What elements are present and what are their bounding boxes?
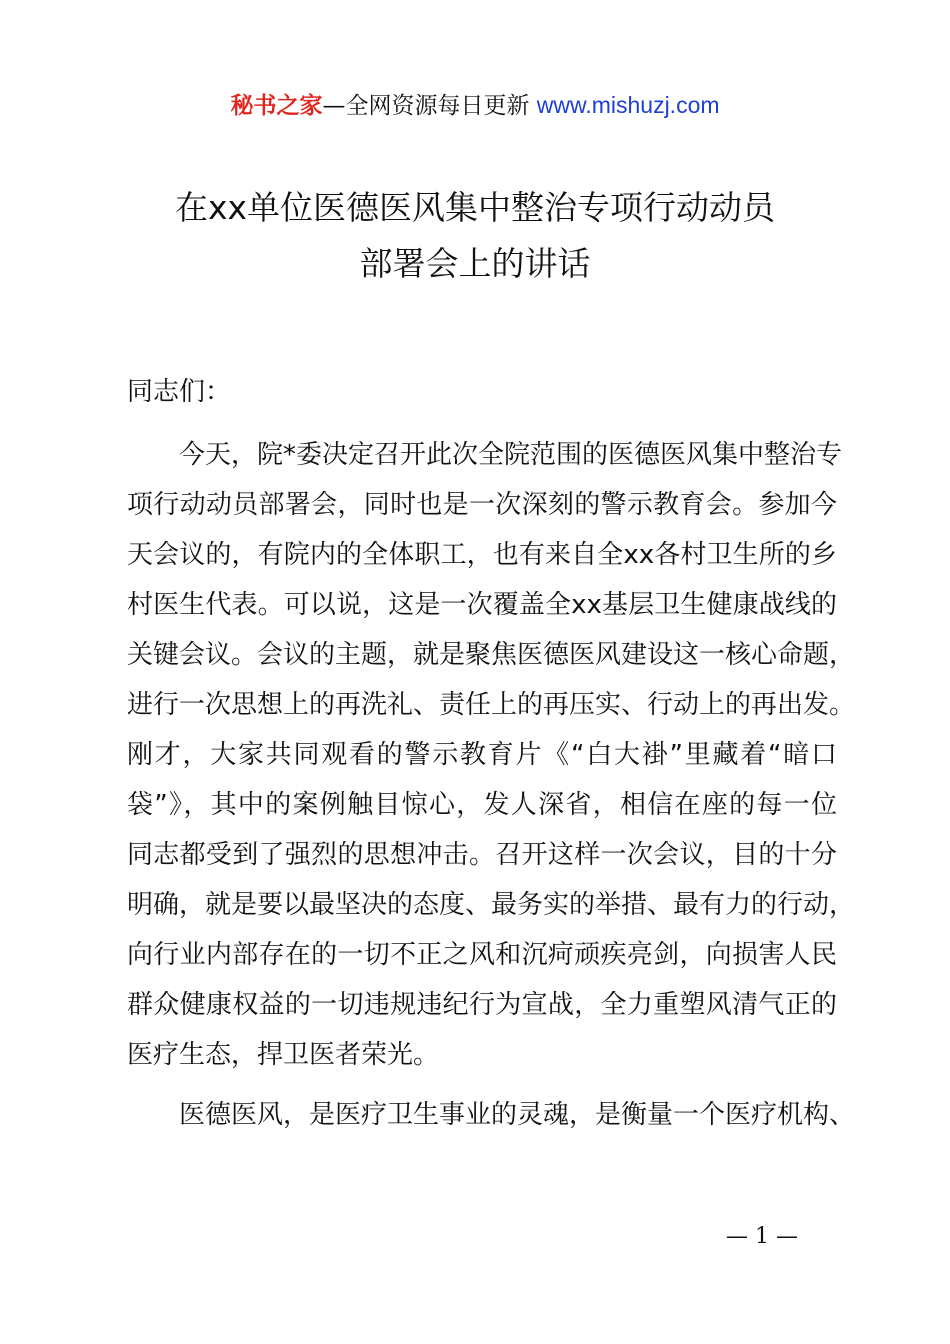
paragraph-line: 村医生代表。可以说，这是一次覆盖全xx基层卫生健康战线的 [127,590,837,620]
paragraph-line: 刚才，大家共同观看的警示教育片《“白大褂”里藏着“暗口 [127,740,837,770]
paragraph-line: 医疗生态，捍卫医者荣光。 [127,1040,440,1070]
paragraph-line: 天会议的，有院内的全体职工，也有来自全xx各村卫生所的乡 [127,540,837,570]
title-line-1: 在xx单位医德医风集中整治专项行动动员 [174,188,776,227]
page-number: — 1 — [726,1224,798,1249]
brand-name: 秘书之家 [230,93,323,119]
paragraph-line: 群众健康权益的一切违规违纪行为宣战，全力重塑风清气正的 [127,990,837,1020]
banner-slogan: —全网资源每日更新 [322,93,537,119]
site-banner [0,88,950,123]
paragraph-line: 向行业内部存在的一切不正之风和沉疴顽疾亮剑，向损害人民 [127,940,837,970]
body-paragraph-2 [127,1090,856,1140]
body-paragraph-1 [127,430,856,1080]
paragraph-line: 袋”》，其中的案例触目惊心，发人深省，相信在座的每一位 [127,790,837,820]
paragraph-line: 项行动动员部署会，同时也是一次深刻的警示教育会。参加今 [127,490,837,520]
paragraph-line: 进行一次思想上的再洗礼、责任上的再压实、行动上的再出发。 [127,690,856,720]
paragraph-line: 今天，院*委决定召开此次全院范围的医德医风集中整治专 [179,440,843,470]
title-line-2: 部署会上的讲话 [359,244,591,283]
paragraph-line: 关键会议。会议的主题，就是聚焦医德医风建设这一核心命题， [127,640,856,670]
document-title [60,180,890,292]
paragraph-line: 同志都受到了强烈的思想冲击。召开这样一次会议，目的十分 [127,840,837,870]
salutation: 同志们： [127,377,232,407]
paragraph-line: 医德医风，是医疗卫生事业的灵魂，是衡量一个医疗机构、 [179,1100,856,1130]
site-url-link[interactable]: www.mishuzj.com [536,92,720,118]
paragraph-line: 明确，就是要以最坚决的态度、最务实的举措、最有力的行动， [127,890,856,920]
